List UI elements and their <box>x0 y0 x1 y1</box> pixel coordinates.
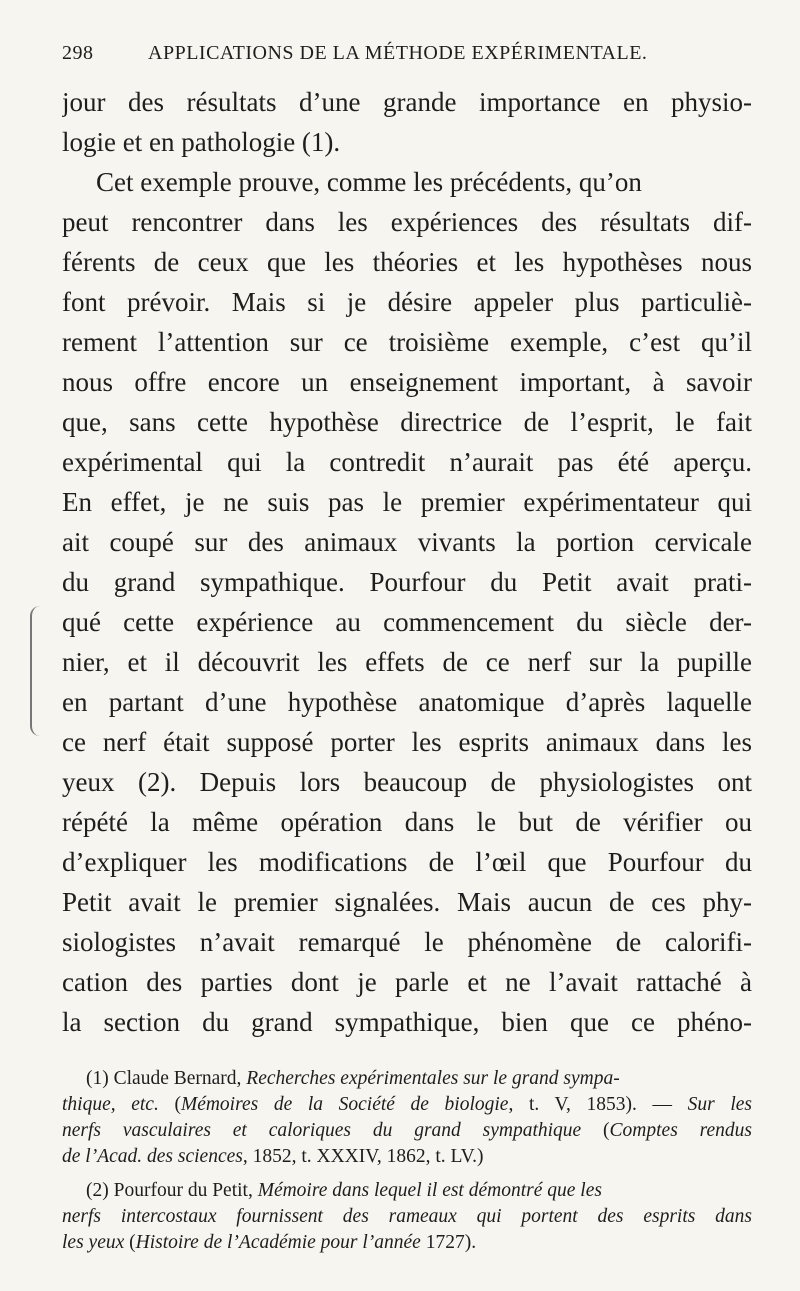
body-line: la section du grand sympathique, bien que ce phéno- <box>62 1007 752 1037</box>
body-line: en partant d’une hypothèse anatomique d’après laquelle <box>62 687 752 717</box>
body-line: férents de ceux que les théories et les hypothèses nous <box>62 247 752 277</box>
body-line: nier, et il découvrit les effets de ce nerf sur la pupille <box>62 647 752 677</box>
body-line: jour des résultats d’une grande importance en physio- <box>62 87 752 117</box>
footnotes <box>62 1066 752 1256</box>
footnote-line: de l’Acad. des sciences, 1852, t. XXXIV, 1862, t. LV.) <box>62 1146 484 1167</box>
body-line: yeux (2). Depuis lors beaucoup de physiologistes ont <box>62 767 752 797</box>
body-line: Petit avait le premier signalées. Mais aucun de ces phy- <box>62 887 752 917</box>
body-text <box>62 82 752 1042</box>
running-title: APPLICATIONS DE LA MÉTHODE EXPÉRIMENTALE. <box>148 42 648 64</box>
body-line: répété la même opération dans le but de vérifier ou <box>62 807 752 837</box>
running-head <box>62 42 762 70</box>
footnote-line: (2) Pourfour du Petit, Mémoire dans lequel il est démontré que les <box>86 1180 602 1201</box>
footnote-line: thique, etc. (Mémoires de la Société de biologie, t. V, 1853). — Sur les <box>62 1094 752 1115</box>
footnote-gap <box>62 1170 752 1178</box>
footnote-line: nerfs vasculaires et caloriques du grand sympathique (Comptes rendus <box>62 1120 752 1141</box>
body-line: qué cette expérience au commencement du siècle der- <box>62 607 752 637</box>
body-line: expérimental qui la contredit n’aurait pas été aperçu. <box>62 447 752 477</box>
body-line: logie et en pathologie (1). <box>62 127 341 157</box>
body-line: Cet exemple prouve, comme les précédents, qu’on <box>96 167 642 197</box>
body-line: du grand sympathique. Pourfour du Petit avait prati- <box>62 567 752 597</box>
body-line: que, sans cette hypothèse directrice de l’esprit, le fait <box>62 407 752 437</box>
body-line: d’expliquer les modifications de l’œil que Pourfour du <box>62 847 752 877</box>
body-line: font prévoir. Mais si je désire appeler plus particuliè- <box>62 287 752 317</box>
footnote-line: nerfs intercostaux fournissent des rameaux qui portent des esprits dans <box>62 1206 752 1227</box>
body-line: peut rencontrer dans les expériences des résultats dif- <box>62 207 752 237</box>
body-line: rement l’attention sur ce troisième exemple, c’est qu’il <box>62 327 752 357</box>
body-line: nous offre encore un enseignement important, à savoir <box>62 367 752 397</box>
body-line: ce nerf était supposé porter les esprits animaux dans les <box>62 727 752 757</box>
page-number: 298 <box>62 42 94 64</box>
footnote-line: (1) Claude Bernard, Recherches expérimentales sur le grand sympa- <box>86 1068 620 1089</box>
body-line: cation des parties dont je parle et ne l’avait rattaché à <box>62 967 752 997</box>
body-line: ait coupé sur des animaux vivants la portion cervicale <box>62 527 752 557</box>
body-line: En effet, je ne suis pas le premier expérimentateur qui <box>62 487 752 517</box>
margin-bracket-mark <box>30 606 46 736</box>
body-line: siologistes n’avait remarqué le phénomène de calorifi- <box>62 927 752 957</box>
footnote-line: les yeux (Histoire de l’Académie pour l’année 1727). <box>62 1232 477 1253</box>
